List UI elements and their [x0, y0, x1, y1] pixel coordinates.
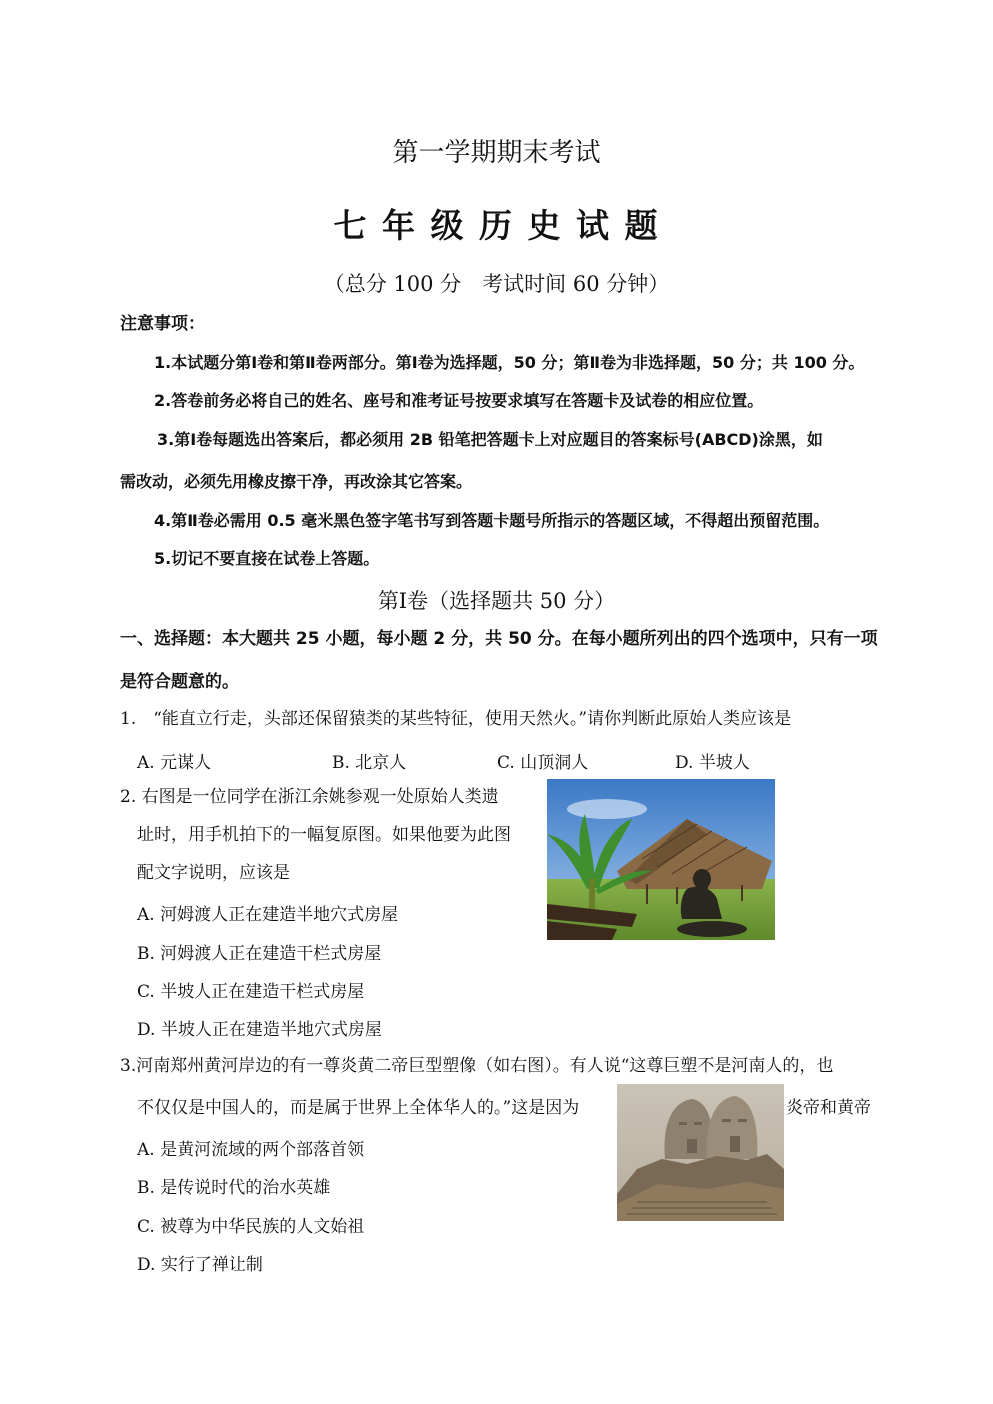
notes-heading: 注意事项：	[120, 314, 205, 334]
option-b: B. 河姆渡人正在建造干栏式房屋	[137, 944, 382, 964]
option-d: D. 实行了禅让制	[137, 1255, 263, 1275]
note-item: 4.第Ⅱ卷必需用 0.5 毫米黑色签字笔书写到答题卡题号所指示的答题区域，不得超出预留范围。	[154, 511, 830, 530]
question-stem: 址时，用手机拍下的一幅复原图。如果他要为此图	[137, 825, 511, 845]
option-b: B. 北京人	[332, 753, 407, 773]
option-a: A. 是黄河流域的两个部落首领	[137, 1140, 365, 1160]
option-b: B. 是传说时代的治水英雄	[137, 1178, 331, 1198]
note-item: 2.答卷前务必将自己的姓名、座号和准考证号按要求填写在答题卡及试卷的相应位置。	[154, 391, 764, 410]
question-stem: 1. “能直立行走，头部还保留猿类的某些特征，使用天然火。”请你判断此原始人类应该是	[120, 709, 792, 729]
subject-title: 七 年 级 历 史 试 题	[333, 206, 660, 245]
question-stem: 不仅仅是中国人的，而是属于世界上全体华人的。”这是因为	[137, 1098, 580, 1118]
note-item: 1.本试题分第Ⅰ卷和第Ⅱ卷两部分。第Ⅰ卷为选择题，50 分；第Ⅱ卷为非选择题，50 分；共 100 分。	[154, 353, 865, 372]
exam-title: 第一学期期末考试	[392, 138, 601, 168]
question-stem: 2. 右图是一位同学在浙江余姚参观一处原始人类遗	[120, 787, 499, 807]
section-title: 第Ⅰ卷（选择题共 50 分）	[377, 589, 616, 613]
note-item: 5.切记不要直接在试卷上答题。	[154, 549, 380, 568]
option-c: C. 被尊为中华民族的人文始祖	[137, 1217, 365, 1237]
note-item: 3.第Ⅰ卷每题选出答案后，都必须用 2B 铅笔把答题卡上对应题目的答案标号(ABCD)涂黑，如	[157, 430, 823, 449]
option-d: D. 半坡人正在建造半地穴式房屋	[137, 1020, 382, 1040]
option-c: C. 山顶洞人	[497, 753, 589, 773]
option-a: A. 元谋人	[137, 753, 212, 773]
question-stem: 3.河南郑州黄河岸边的有一尊炎黄二帝巨型塑像（如右图）。有人说“这尊巨塑不是河南人的，也	[120, 1056, 834, 1076]
note-item: 需改动，必须先用橡皮擦干净，再改涂其它答案。	[120, 472, 473, 491]
exam-info: （总分 100 分 考试时间 60 分钟）	[323, 272, 670, 296]
option-d: D. 半坡人	[675, 753, 750, 773]
option-c: C. 半坡人正在建造干栏式房屋	[137, 982, 365, 1002]
section-instructions: 是符合题意的。	[120, 672, 239, 692]
hemudu-reconstruction-photo	[547, 779, 775, 940]
question-stem: 配文字说明，应该是	[137, 863, 290, 883]
question-stem: 炎帝和黄帝	[786, 1098, 871, 1118]
yan-huang-statue-photo	[617, 1084, 784, 1221]
option-a: A. 河姆渡人正在建造半地穴式房屋	[137, 905, 399, 925]
section-instructions: 一、选择题：本大题共 25 小题，每小题 2 分，共 50 分。在每小题所列出的四个选项中，只有一项	[120, 629, 878, 649]
